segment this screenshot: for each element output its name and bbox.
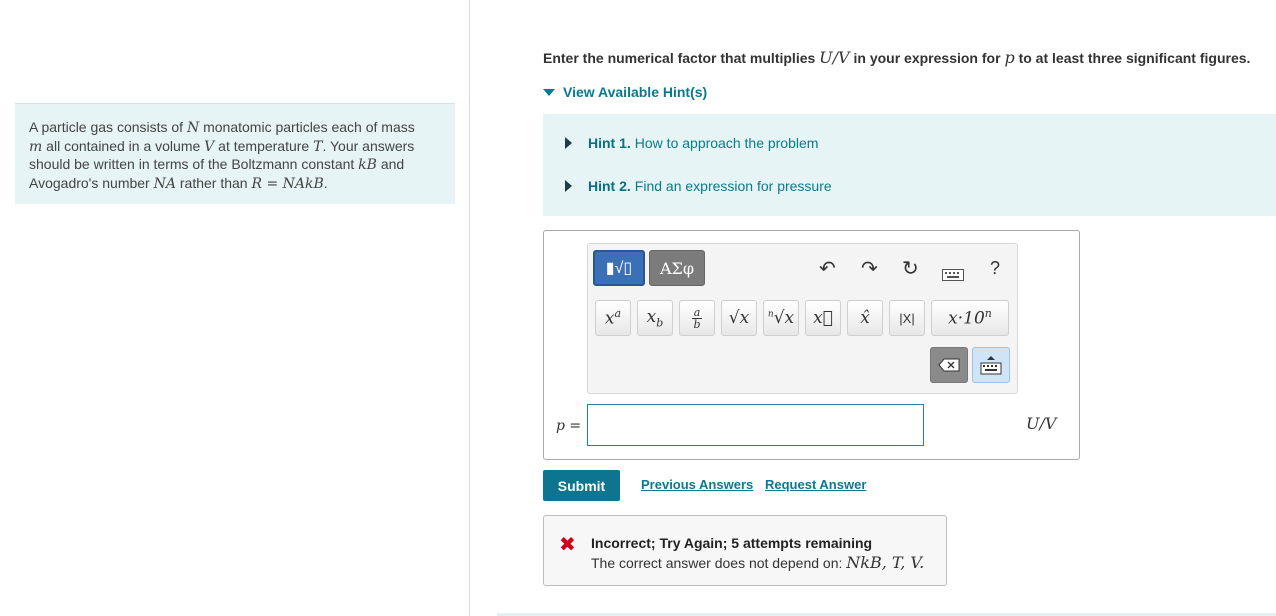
- var-m: m: [29, 138, 43, 155]
- math-templates-button[interactable]: [593, 250, 645, 286]
- var-V: V: [204, 138, 215, 155]
- hint-2[interactable]: [565, 178, 832, 194]
- var-p: p: [1004, 48, 1015, 67]
- problem-text: should be written in terms of the Boltzmann constant: [29, 156, 359, 172]
- sqrt-icon: √x: [728, 308, 750, 328]
- sqrt-button[interactable]: [721, 300, 757, 336]
- fraction-icon: a b: [693, 305, 701, 331]
- problem-text: all contained in a volume: [42, 137, 205, 154]
- nth-root-button[interactable]: [763, 300, 799, 336]
- problem-text: Avogadro's number: [29, 174, 154, 191]
- greek-symbols-label: ΑΣφ: [659, 258, 695, 278]
- nth-root-icon: $^n$√x: [767, 308, 795, 328]
- question-prompt: [543, 48, 1250, 67]
- var-NA: NA: [153, 175, 176, 192]
- greek-symbols-button[interactable]: [649, 250, 705, 286]
- reset-icon[interactable]: ↻: [902, 258, 919, 280]
- scientific-notation-button[interactable]: [931, 300, 1009, 336]
- previous-answers-link[interactable]: Previous Answers: [641, 477, 754, 492]
- math-toolbar: [587, 243, 1018, 394]
- answer-label: p =: [556, 418, 582, 434]
- incorrect-icon: ✖: [559, 534, 576, 556]
- hints-panel: [543, 114, 1276, 216]
- eq-R: R = NAkB: [251, 175, 324, 192]
- keyboard-icon: [980, 355, 1002, 375]
- fraction-button[interactable]: [679, 300, 715, 336]
- superscript-button[interactable]: [595, 300, 631, 336]
- answer-unit: U/V: [1026, 414, 1057, 433]
- var-kB: kB: [358, 157, 377, 173]
- caret-right-icon: [565, 137, 572, 149]
- unit-vector-icon: x̂: [860, 308, 870, 328]
- problem-text: . Your answers: [322, 137, 415, 154]
- keyboard-shortcuts-icon[interactable]: [942, 264, 964, 287]
- feedback-variables: NkB, T, V.: [846, 553, 925, 572]
- toggle-keyboard-button[interactable]: [972, 347, 1010, 383]
- problem-text: at temperature: [214, 137, 314, 154]
- hint-title: How to approach the problem: [634, 135, 819, 151]
- submit-button[interactable]: Submit: [543, 470, 620, 501]
- subscript-button[interactable]: [637, 300, 673, 336]
- absolute-value-button[interactable]: [889, 300, 925, 336]
- problem-text: A particle gas consists of: [29, 119, 187, 135]
- redo-icon[interactable]: ↷: [861, 258, 878, 280]
- var-UV: U/V: [819, 48, 850, 67]
- math-templates-icon: ▮√▯: [605, 260, 633, 277]
- scientific-notation-icon: $x\cdot 10^n$: [948, 307, 992, 329]
- hint-1[interactable]: [565, 135, 818, 151]
- feedback-title: Incorrect; Try Again; 5 attempts remaining: [591, 535, 873, 551]
- superscript-icon: $x^a$: [604, 307, 622, 329]
- undo-icon[interactable]: ↶: [819, 258, 836, 280]
- request-answer-link[interactable]: Request Answer: [765, 477, 867, 492]
- view-hints-toggle[interactable]: [543, 84, 707, 100]
- answer-box: [543, 230, 1080, 460]
- problem-text: and: [376, 156, 405, 172]
- backspace-icon: [938, 358, 960, 372]
- problem-text: .: [323, 174, 328, 191]
- var-T: T: [313, 138, 323, 155]
- vector-icon: x⃗: [813, 308, 833, 328]
- hint-title: Find an expression for pressure: [634, 178, 832, 194]
- problem-column: [0, 0, 470, 616]
- question-text: to at least three significant figures.: [1014, 50, 1251, 66]
- feedback-detail-text: The correct answer does not depend on:: [591, 555, 847, 571]
- feedback-box: [543, 515, 947, 586]
- view-hints-label: View Available Hint(s): [563, 84, 708, 100]
- backspace-button[interactable]: [930, 347, 968, 383]
- question-text: in your expression for: [849, 50, 1005, 66]
- problem-text: rather than: [175, 174, 252, 191]
- problem-text: monatomic particles each of mass: [199, 119, 415, 135]
- hint-number: Hint 1.: [588, 135, 631, 151]
- help-icon[interactable]: ?: [990, 258, 1001, 278]
- hint-number: Hint 2.: [588, 178, 631, 194]
- feedback-detail: [591, 553, 924, 572]
- unit-vector-button[interactable]: [847, 300, 883, 336]
- caret-right-icon: [565, 180, 572, 192]
- subscript-icon: $x_b$: [646, 306, 664, 330]
- answer-input[interactable]: [587, 404, 924, 446]
- vector-button[interactable]: [805, 300, 841, 336]
- absolute-value-icon: |X|: [899, 310, 915, 326]
- caret-down-icon: [543, 89, 555, 96]
- question-text: Enter the numerical factor that multiplies: [543, 50, 820, 66]
- problem-statement: [15, 103, 455, 204]
- var-N: N: [186, 120, 200, 136]
